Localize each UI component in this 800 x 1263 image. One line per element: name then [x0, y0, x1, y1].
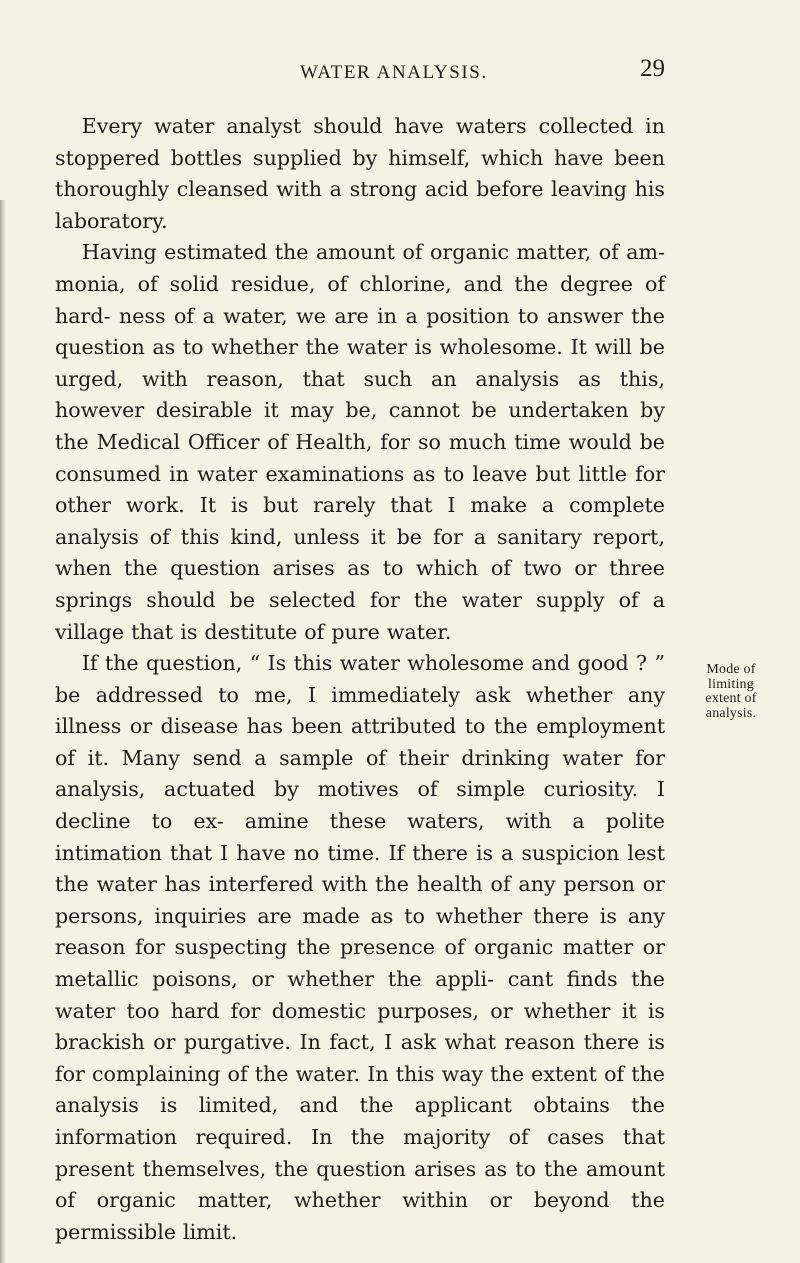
margin-note	[676, 663, 786, 721]
margin-note-line: limiting	[708, 676, 754, 692]
paragraph: If the question, “ Is this water wholesome and good ? ” be addressed to me, I immediately ask whether any illness or disease has been attributed to the employment of it. Many send a sample of their drinking water for analysis, actuated by motives of simple curiosity. I decline to ex- amine these waters, with a polite intimation that I have no time. If there is a suspicion lest the water has interfered with the health of any person or persons, inquiries are made as to whether there is any reason for suspecting the presence of organic matter or metallic poisons, or whether the appli- cant finds the water too hard for domestic purposes, or whether it is brackish or purgative. In fact, I ask what reason there is for complaining of the water. In this way the extent of the analysis is limited, and the applicant obtains the information required. In the majority of cases that present themselves, the question arises as to the amount of organic matter, whether within or beyond the permissible limit.	[55, 651, 665, 1244]
body-text	[55, 111, 665, 1248]
paragraph: Having estimated the amount of organic matter, of am- monia, of solid residue, of chlorine, and the degree of hard- ness of a water, we are in a position to answer the question as to whether the water is wholesome. It will be urged, with reason, that such an analysis as this, however desirable it may be, cannot be undertaken by the Medical Officer of Health, for so much time would be consumed in water examinations as to leave but little for other work. It is but rarely that I make a complete analysis of this kind, unless it be for a sanitary report, when the question arises as to which of two or three springs should be selected for the water supply of a village that is destitute of pure water.	[55, 240, 665, 644]
binding-shadow	[0, 200, 6, 1263]
margin-note-line: Mode of	[706, 662, 756, 677]
paragraph: Every water analyst should have waters collected in stoppered bottles supplied by himself, which have been thoroughly cleansed with a strong acid before leaving his laboratory.	[55, 114, 665, 233]
margin-note-line: extent of	[705, 691, 757, 706]
running-header: WATER ANALYSIS.	[300, 62, 488, 83]
margin-note-line: analysis.	[705, 705, 757, 721]
page-number: 29	[640, 55, 665, 82]
